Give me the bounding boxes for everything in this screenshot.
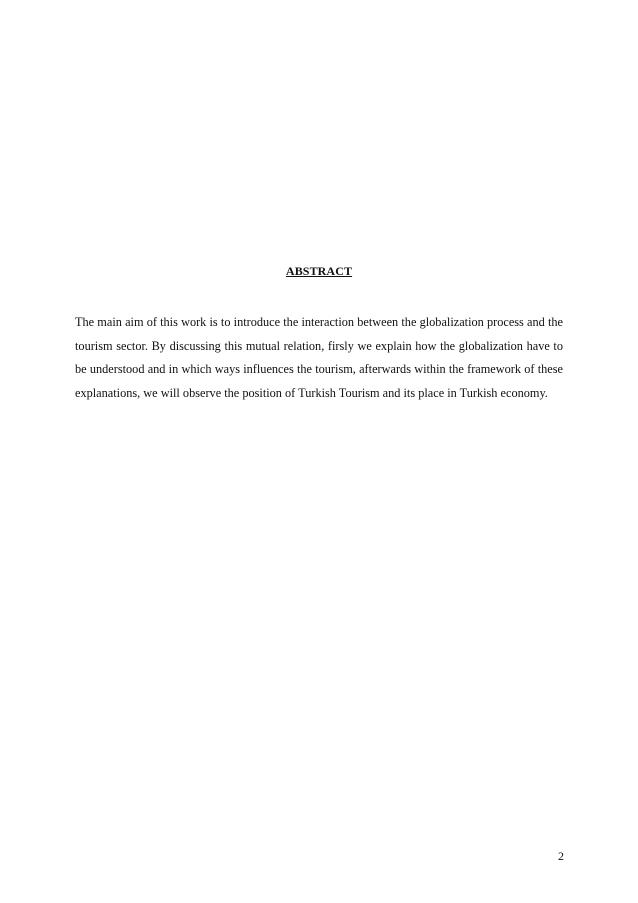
abstract-body-text: The main aim of this work is to introduce the interaction between the globalization process and the tourism sector. By discussing this mutual relation, firsly we explain how the globalization have to be understood and in which ways influences the tourism, afterwards within the framework of these explanations, we will observe the position of Turkish Tourism and its place in Turkish economy. [75,315,563,400]
abstract-heading: ABSTRACT [285,264,353,278]
page-number: 2 [558,849,564,863]
